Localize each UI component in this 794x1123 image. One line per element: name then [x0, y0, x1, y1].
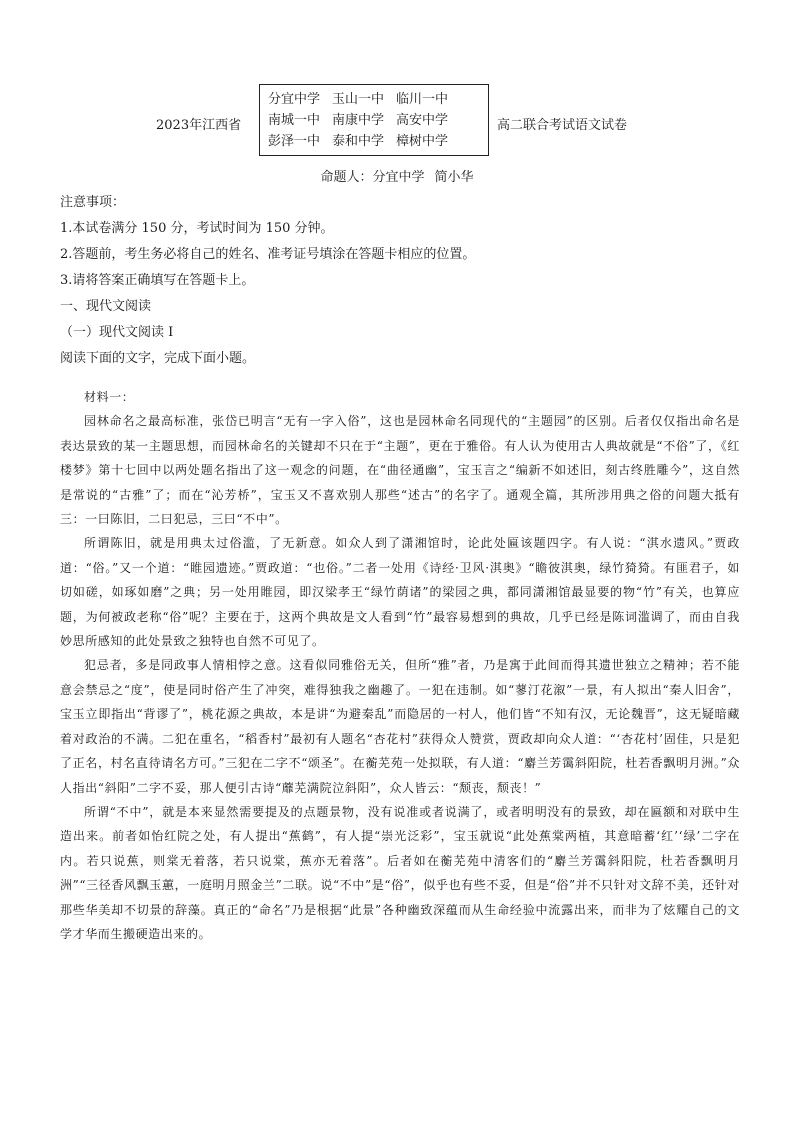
exam-notes: [60, 190, 750, 372]
school-name: 分宜中学: [268, 92, 321, 107]
school-list-box: [259, 84, 489, 156]
school-row: [268, 131, 488, 152]
exam-year-province: 2023年江西省: [156, 118, 242, 133]
material-paragraph: 所谓陈旧，就是用典太过俗滥，了无新意。如众人到了潇湘馆时，论此处匾该题四字。有人说：“淇水遗风。”贾政道：“俗。”又一个道：“睢园遗迹。”贾政道：“也俗。”二者一处用《诗经·卫风·淇奥》“瞻彼淇奥，绿竹猗猗。有匪君子，如切如磋，如琢如磨”之典；另一处用睢园，即汉梁孝王“绿竹荫诸”的梁园之典，都同潇湘馆最显要的物“竹”有关，也算应题，为何被政老称“俗”呢？主要在于，这两个典故是文人看到“竹”最容易想到的典故，几乎已经是陈词滥调了，而由自我妙思所感知的此处景致之独特也自然不可见了。: [60, 536, 740, 649]
section-heading: 一、现代文阅读: [60, 299, 152, 314]
exam-author: [0, 166, 794, 185]
notes-item: 2.答题前，考生务必将自己的姓名、准考证号填涂在答题卡相应的位置。: [60, 247, 476, 262]
material-paragraph: 园林命名之最高标准，张岱已明言“无有一字入俗”，这也是园林命名同现代的“主题园”的区别。后者仅仅指出命名是表达景致的某一主题思想，而园林命名的关键却不只在于“主题”，更在于雅俗。有人认为使用古人典故就是“不俗”了，《红楼梦》第十七回中以两处题名指出了这一观念的问题，在“曲径通幽”，宝玉言之“编新不如述旧，刻古终胜雕今”，这自然是常说的“古雅”了；而在“沁芳桥”，宝玉又不喜欢别人那些“述古”的名字了。通观全篇，其所涉用典之俗的问题大抵有三：一曰陈旧，二曰犯忌，三曰“不中”。: [60, 414, 740, 527]
school-name: 南康中学: [332, 113, 385, 128]
reading-material: [60, 385, 740, 946]
subsection-heading: （一）现代文阅读 I: [60, 325, 174, 340]
notes-item: 1.本试卷满分 150 分，考试时间为 150 分钟。: [60, 221, 334, 236]
exam-header: [0, 84, 794, 158]
school-name: 彭泽一中: [268, 134, 321, 149]
notes-item: 3.请将答案正确填写在答题卡上。: [60, 273, 255, 288]
school-name: 临川一中: [396, 92, 449, 107]
school-name: 南城一中: [268, 113, 321, 128]
exam-title: 高二联合考试语文试卷: [497, 118, 628, 133]
school-name: 高安中学: [396, 113, 449, 128]
material-label: 材料一：: [84, 390, 135, 404]
material-paragraph: 犯忌者，多是同政事人情相悖之意。这看似同雅俗无关，但所“雅”者，乃是寓于此间而得其遗世独立之精神；若不能意会禁忌之“度”，使是同时俗产生了冲突，难得独我之幽趣了。一犯在违制。如“蓼汀花溆”一景，有人拟出“秦人旧舍”，宝玉立即指出“背谬了”，桃花源之典故，本是讲“为避秦乱”而隐居的一村人，他们皆“不知有汉，无论魏晋”，这无疑暗藏着对政治的不满。二犯在重名，“稻香村”最初有人题名“杏花村”获得众人赞赏，贾政却向众人道：“‘杏花村’固佳，只是犯了正名，村名直待请名方可。”三犯在二字不“颂圣”。在蘅芜苑一处拟联，有人道：“麝兰芳霭斜阳院，杜若香飘明月洲。”众人指出“斜阳”二字不妥，那人便引古诗“蘼芜满院泣斜阳”，众人皆云：“颓丧，颓丧！”: [60, 658, 740, 795]
reading-instruction: 阅读下面的文字，完成下面小题。: [60, 351, 256, 366]
school-name: 玉山一中: [332, 92, 385, 107]
author-label: 命题人：分宜中学: [320, 170, 425, 185]
school-name: 樟树中学: [396, 134, 449, 149]
notes-heading: 注意事项：: [60, 195, 126, 210]
school-row: [268, 89, 488, 110]
material-paragraph: 所谓“不中”，就是本来显然需要提及的点题景物，没有说准或者说满了，或者明明没有的景致，却在匾额和对联中生造出来。前者如怡红院之处，有人提出“蕉鹤”，有人提“崇光泛彩”，宝玉就说“此处蕉棠两植，其意暗蓄‘红’‘绿’二字在内。若只说蕉，则棠无着落，若只说棠，蕉亦无着落”。后者如在蘅芜苑中清客们的“麝兰芳霭斜阳院，杜若香飘明月洲”“三径香风飘玉蕙，一庭明月照金兰”二联。说“不中”是“俗”，似乎也有些不妥，但是“俗”并不只针对文辞不美，还针对那些华美却不切景的辞藻。真正的“命名”乃是根据“此景”各种幽致深蕴而从生命经验中流露出来，而非为了炫耀自己的文学才华而生搬硬造出来的。: [60, 804, 740, 941]
school-row: [268, 110, 488, 131]
school-name: 泰和中学: [332, 134, 385, 149]
author-name: 简小华: [434, 170, 474, 185]
